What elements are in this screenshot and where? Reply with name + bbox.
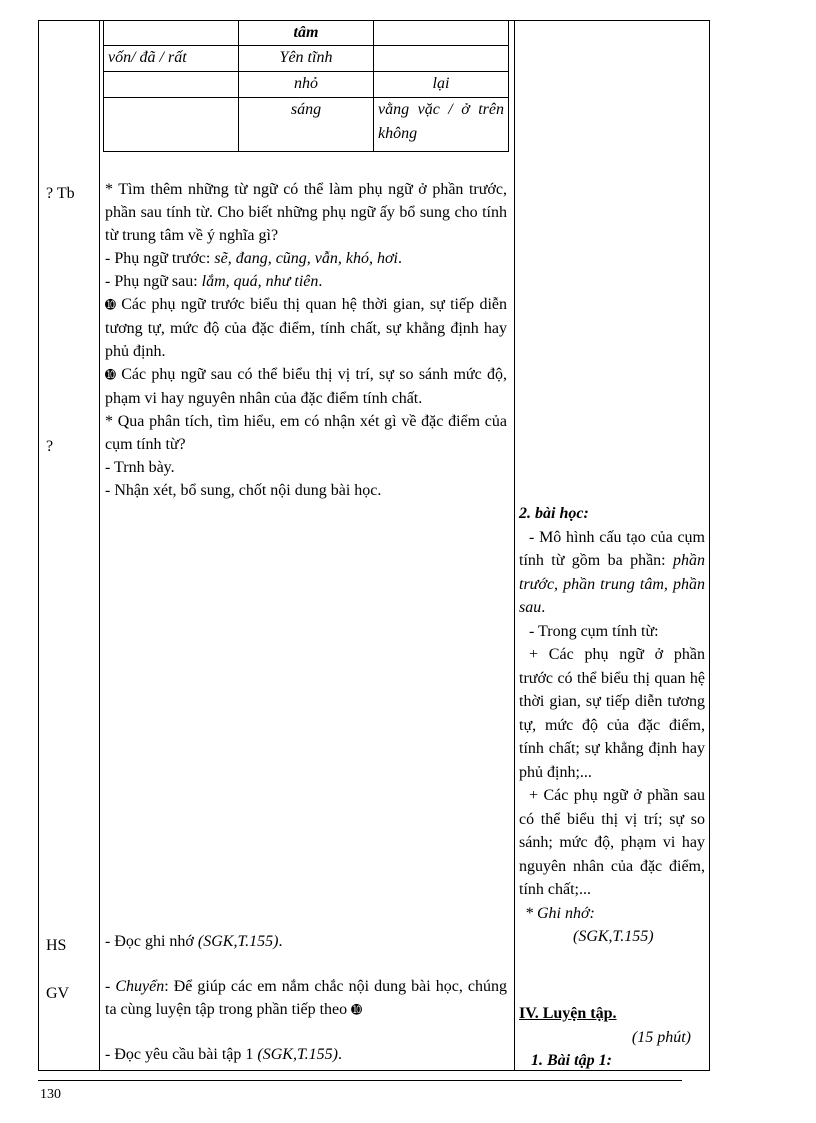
practice-heading: IV. Luyện tập.: [519, 1005, 617, 1022]
arrow-icon: ➓: [105, 368, 116, 383]
arrow-icon: ➓: [351, 1003, 363, 1018]
result-before: ➓ Các phụ ngữ trước biểu thị quan hệ thời gian, sự tiếp diễn tương tự, mức độ của đặc điểm, tính chất, sự khẳng định hay phủ định.: [105, 296, 507, 360]
table-cell: Yên tĩnh: [239, 46, 374, 72]
marker-gv: GV: [46, 985, 70, 1002]
activity-text: [105, 178, 507, 502]
summary-after: + Các phụ ngữ ở phần sau có thể biểu thị vị trí; sự so sánh; mức độ, phạm vi hay nguyên nhân của đặc điểm, tính chất;...: [519, 787, 705, 898]
lesson-summary: [519, 502, 705, 949]
question-1: * Tìm thêm những từ ngữ có thể làm phụ ngữ ở phần trước, phần sau tính từ. Cho biết những phụ ngữ ấy bổ sung cho tính từ trung tâm về ý nghĩa gì?: [105, 181, 507, 244]
read-note: - Đọc ghi nhớ (SGK,T.155).: [105, 933, 283, 950]
conclude-step: - Nhận xét, bổ sung, chốt nội dung bài học.: [105, 482, 382, 499]
summary-before: + Các phụ ngữ ở phần trước có thể biểu thị quan hệ thời gian, sự tiếp diễn tương tự, mức độ của đặc điểm, tính chất; sự khẳng định hay phủ định;...: [519, 646, 705, 781]
table-cell: vằng vặc / ở trên không: [374, 98, 509, 152]
table-row: [104, 72, 509, 98]
memo-ref: (SGK,T.155): [573, 928, 654, 945]
page-number: 130: [40, 1087, 61, 1102]
table-cell: tâm: [239, 21, 374, 46]
summary-intro: - Trong cụm tính từ:: [529, 622, 659, 640]
marker-question: ?: [46, 438, 54, 455]
phrase-structure-table: [103, 20, 509, 152]
table-cell: [104, 72, 239, 98]
practice-time: (15 phút): [631, 1028, 691, 1046]
result-after: ➓ Các phụ ngữ sau có thể biểu thị vị trí, sự so sánh mức độ, phạm vi hay nguyên nhân của đặc điểm tính chất.: [105, 366, 507, 407]
memo-label: * Ghi nhớ:: [525, 904, 595, 922]
table-row: [104, 98, 509, 152]
table-cell: lại: [374, 72, 509, 98]
lesson-heading: 2. bài học:: [519, 505, 589, 522]
exercise-heading: 1. Bài tập 1:: [531, 1052, 612, 1069]
table-cell: [374, 21, 509, 46]
table-row: [104, 21, 509, 46]
question-2: * Qua phân tích, tìm hiểu, em có nhận xét gì về đặc điểm của cụm tính từ?: [105, 413, 507, 453]
table-cell: [104, 98, 239, 152]
before-modifiers: - Phụ ngữ trước: sẽ, đang, cũng, vẫn, khó, hơi.: [105, 250, 402, 267]
marker-tb: ? Tb: [46, 185, 75, 202]
marker-hs: HS: [46, 937, 67, 954]
table-row: [104, 46, 509, 72]
table-cell: vốn/ đã / rất: [104, 46, 239, 72]
practice-section: [519, 1002, 705, 1073]
after-modifiers: - Phụ ngữ sau: lắm, quá, như tiên.: [105, 273, 323, 290]
read-exercise: - Đọc yêu cầu bài tập 1 (SGK,T.155).: [105, 1046, 342, 1063]
transition: - Chuyển: Để giúp các em nắm chắc nội dung bài học, chúng ta cùng luyện tập trong phần tiếp theo ➓: [105, 978, 507, 1018]
column-divider-right: [514, 20, 515, 1071]
table-cell: sáng: [239, 98, 374, 152]
table-cell: [104, 21, 239, 46]
table-cell: [374, 46, 509, 72]
arrow-icon: ➓: [105, 298, 116, 313]
footer-rule: [38, 1080, 682, 1081]
present-step: - Trnh bày.: [105, 459, 175, 476]
table-cell: nhỏ: [239, 72, 374, 98]
column-divider-left: [99, 20, 100, 1071]
summary-structure: - Mô hình cấu tạo của cụm tính từ gồm ba phần: phần trước, phần trung tâm, phần sau.: [519, 528, 705, 616]
